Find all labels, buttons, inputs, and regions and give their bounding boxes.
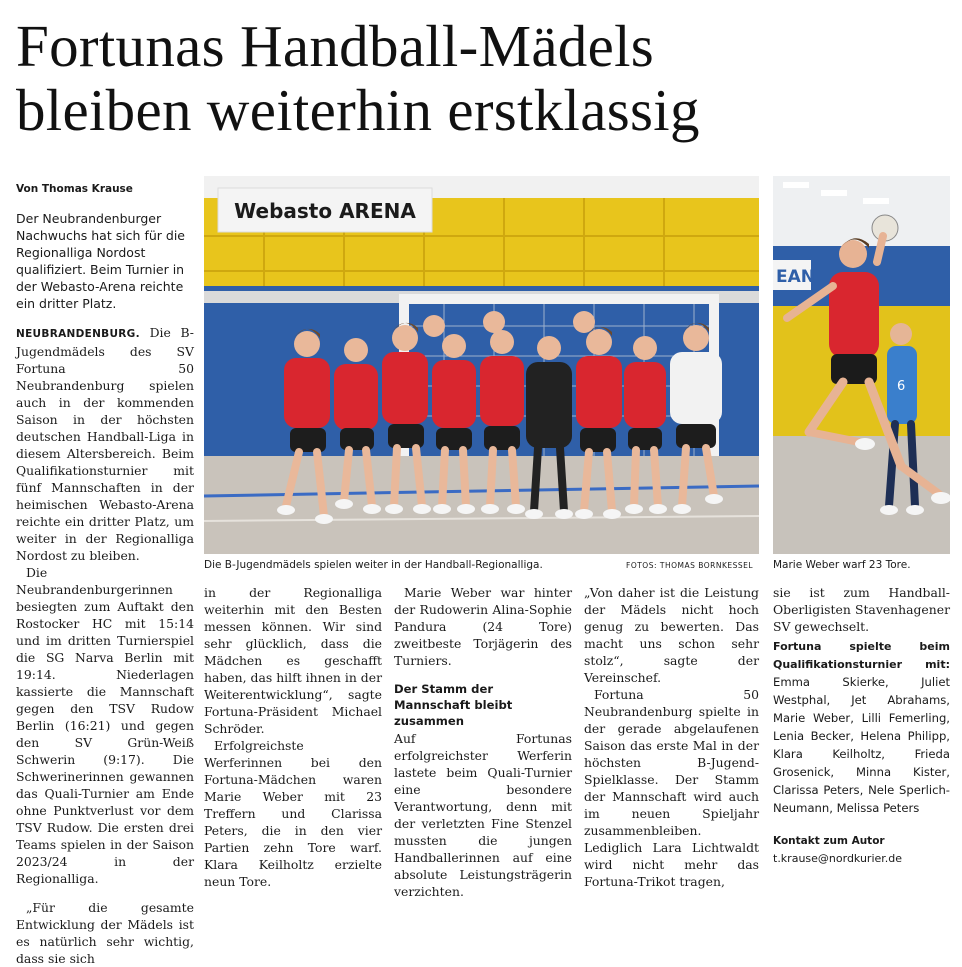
player-photo [773, 176, 950, 554]
paragraph-8-continued: sie ist zum Handball-Oberligisten Stavenhagener SV gewechselt. [773, 585, 950, 634]
player-photo-illustration [773, 176, 950, 554]
author-email[interactable]: t.krause@nordkurier.de [773, 852, 903, 865]
team-photo-illustration [204, 176, 759, 554]
paragraph-1 [16, 324, 194, 564]
paragraph-8: Fortuna 50 Neubrandenburg spielte in der gerade abgelaufenen Saison das erste Mal in der höchsten B-Jugend-Spielklasse. Der Stamm der Mannschaft wird auch im neuen Spieljahr zusammenbleiben. Lediglich Lara Lichtwaldt wird nicht mehr das Fortuna-Trikot tragen, [584, 687, 759, 889]
paragraph-4: Erfolgreichste Werferinnen bei den Fortuna-Mädchen waren Marie Weber mit 23 Treffern und Clarissa Peters, die in den vier Partien zehn Tore warf. Klara Keilholtz erzielte neun Tore. [204, 738, 382, 889]
roster-label: Fortuna spielte beim Qualifikationsturnier mit: [773, 640, 950, 671]
jersey-number: 6 [897, 379, 906, 394]
paragraph-1-body: Die B-Jugendmädels des SV Fortuna 50 Neubrandenburg spielen auch in der kommenden Saison in der höchsten deutschen Handball-Liga in diesem Altersbereich. Beim Qualifikationsturnier mit fünf Mannschaften in der heimischen Webasto-Arena reichte ein dritter Platz, um weiter in der Regionalliga Nordost zu bleiben. [16, 325, 194, 563]
subheading: Der Stamm der Mannschaft bleibt zusammen [394, 682, 513, 728]
photo-credit: FOTOS: THOMAS BORNKESSEL [626, 561, 754, 570]
arena-banner-text: Webasto ARENA [234, 199, 416, 223]
column-3 [394, 584, 572, 900]
player-photo-caption: Marie Weber warf 23 Tore. [773, 559, 911, 571]
paragraph-5: Marie Weber war hinter der Rudowerin Alina-Sophie Pandura (24 Tore) zweitbeste Torjägerin des Turniers. [394, 585, 572, 668]
column-1 [16, 181, 194, 967]
paragraph-7: „Von daher ist die Leistung der Mädels nicht hoch genug zu bewerten. Das macht uns schon sehr stolz“, sagte der Vereinschef. [584, 585, 759, 685]
roster [773, 637, 950, 817]
roster-names: Emma Skierke, Juliet Westphal, Jet Abrahams, Marie Weber, Lilli Femerling, Lenia Becker, Helena Philipp, Klara Keilholtz, Frieda Grosenick, Minna Kister, Clarissa Peters, Nele Sperlich-Neumann, Melissa Peters [773, 675, 950, 815]
team-photo [204, 176, 759, 554]
dateline: NEUBRANDENBURG. [16, 328, 140, 340]
author-contact-label: Kontakt zum Autor [773, 835, 885, 847]
paragraph-6: Auf Fortunas erfolgreichster Werferin lastete beim Quali-Turnier eine besondere Verantwortung, denn mit der verletzten Fine Stenzel mussten die jungen Handballerinnen auf eine absolute Leistungsträgerin verzichten. [394, 731, 572, 899]
byline: Von Thomas Krause [16, 183, 133, 195]
paragraph-3-continued: in der Regionalliga weiterhin mit den Besten messen können. Wir sind sehr glücklich, dass die Mädchen es geschafft haben, das hilft ihnen in der Weiterentwicklung“, sagte Fortuna-Präsident Michael Schröder. [204, 585, 382, 736]
column-2 [204, 584, 382, 890]
wall-sign-text: EAN [776, 267, 815, 287]
paragraph-3-start: „Für die gesamte Entwicklung der Mädels ist es natürlich sehr wichtig, dass sie sich [16, 900, 194, 966]
column-4 [584, 584, 759, 890]
headline-line-1: Fortunas Handball-Mädels [16, 13, 655, 79]
article-intro: Der Neubrandenburger Nachwuchs hat sich für die Regionalliga Nordost qualifiziert. Beim Turnier in der Webasto-Arena reichte ein dritter Platz. [16, 211, 185, 311]
headline [16, 14, 956, 142]
headline-line-2: bleiben weiterhin erstklassig [16, 77, 700, 143]
team-photo-caption: Die B-Jugendmädels spielen weiter in der Handball-Regionalliga. [204, 559, 543, 571]
paragraph-2: Die Neubrandenburgerinnen besiegten zum Auftakt den Rostocker HC mit 15:14 und im dritten Turnierspiel die SG Narva Berlin mit 19:14. Niederlagen kassierte die Mannschaft gegen den TSV Rudow Berlin (16:21) und gegen den SV Grün-Weiß Schwerin (9:17). Die Schwerinerinnen gewannen das Quali-Turnier am Ende ohne Punktverlust vor dem TSV Rudow. Die ersten drei Teams spielen in der Saison 2023/24 in der Regionalliga. [16, 565, 194, 886]
column-5 [773, 584, 950, 867]
